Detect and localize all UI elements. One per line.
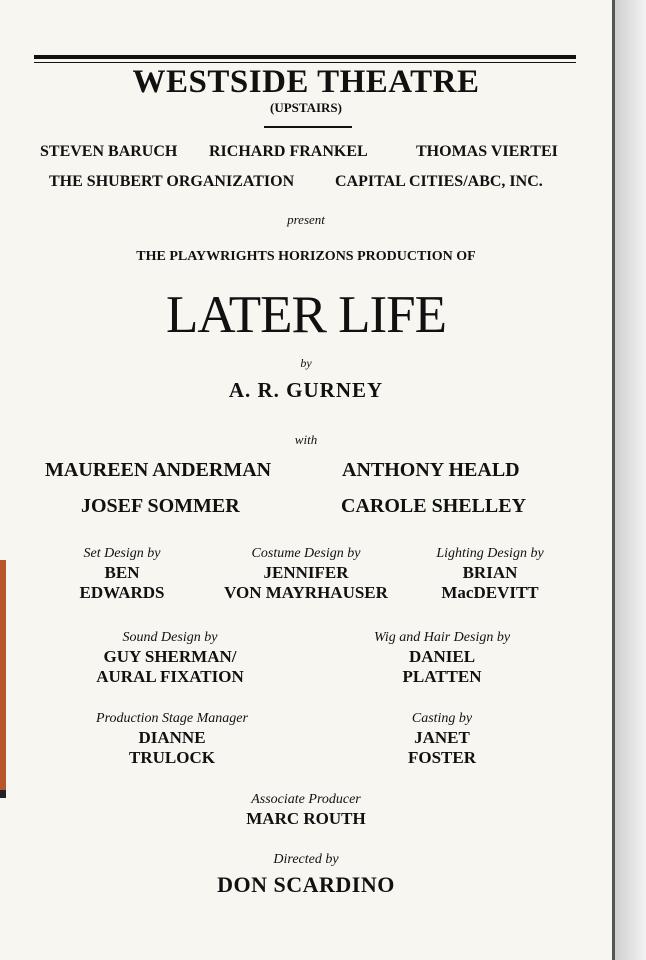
production-of: THE PLAYWRIGHTS HORIZONS PRODUCTION OF xyxy=(136,249,476,264)
producer: CAPITAL CITIES/ABC, INC. xyxy=(335,173,543,190)
credit-name: FOSTER xyxy=(407,748,477,767)
top-rule xyxy=(34,55,576,59)
director-name: DON SCARDINO xyxy=(217,872,395,897)
credit-name: BEN xyxy=(104,563,140,582)
spine-mark xyxy=(0,560,6,790)
play-title: LATER LIFE xyxy=(166,286,446,344)
directed-by-label: Directed by xyxy=(273,852,339,867)
producer: THE SHUBERT ORGANIZATION xyxy=(49,173,295,190)
cast-member: ANTHONY HEALD xyxy=(342,459,520,481)
top-rule-thin xyxy=(34,62,576,63)
venue-rule xyxy=(264,126,352,128)
credit-wig-hair-design xyxy=(352,629,532,687)
credit-name: JENNIFER xyxy=(263,563,349,582)
credit-sound-design xyxy=(70,629,270,687)
venue-name: WESTSIDE THEATRE xyxy=(132,64,480,100)
credit-set-design xyxy=(42,545,202,603)
present-label: present xyxy=(287,212,325,227)
credit-role: Production Stage Manager xyxy=(96,711,248,726)
cast-member: JOSEF SOMMER xyxy=(81,495,240,517)
author-name: A. R. GURNEY xyxy=(228,378,384,402)
credit-name: MacDEVITT xyxy=(441,583,539,602)
credit-name: PLATTEN xyxy=(402,667,482,686)
producer: STEVEN BARUCH xyxy=(40,143,178,160)
credit-lighting-design xyxy=(410,545,570,603)
cast-member: CAROLE SHELLEY xyxy=(341,495,527,517)
by-label: by xyxy=(300,356,312,370)
credit-name: VON MAYRHAUSER xyxy=(224,583,388,602)
credit-name: DIANNE xyxy=(138,728,206,747)
credit-costume-design xyxy=(206,545,406,603)
credit-name: TRULOCK xyxy=(129,748,215,767)
credit-name: MARC ROUTH xyxy=(246,809,366,828)
credit-casting xyxy=(372,710,512,768)
producer: RICHARD FRANKEL xyxy=(209,143,368,160)
credit-name: BRIAN xyxy=(462,563,518,582)
credit-name: AURAL FIXATION xyxy=(96,667,244,686)
cast-member: MAUREEN ANDERMAN xyxy=(45,459,272,481)
credit-name: JANET xyxy=(414,728,470,747)
credit-name: GUY SHERMAN/ xyxy=(103,647,237,666)
credit-role: Wig and Hair Design by xyxy=(373,630,511,645)
credit-role: Associate Producer xyxy=(251,792,361,807)
credit-role: Casting by xyxy=(411,711,473,726)
credit-role: Sound Design by xyxy=(122,630,218,645)
spine-mark xyxy=(0,790,6,798)
credit-name: DANIEL xyxy=(408,647,476,666)
credit-associate-producer xyxy=(206,791,406,829)
credit-name: EDWARDS xyxy=(79,583,165,602)
producer: THOMAS VIERTEI xyxy=(416,143,558,160)
credit-stage-manager xyxy=(72,710,272,768)
credit-role: Costume Design by xyxy=(251,546,361,561)
with-label: with xyxy=(294,432,318,447)
credit-role: Lighting Design by xyxy=(436,546,544,561)
credit-role: Set Design by xyxy=(83,546,161,561)
page-edge xyxy=(615,0,646,960)
venue-subtitle: (UPSTAIRS) xyxy=(270,100,342,115)
